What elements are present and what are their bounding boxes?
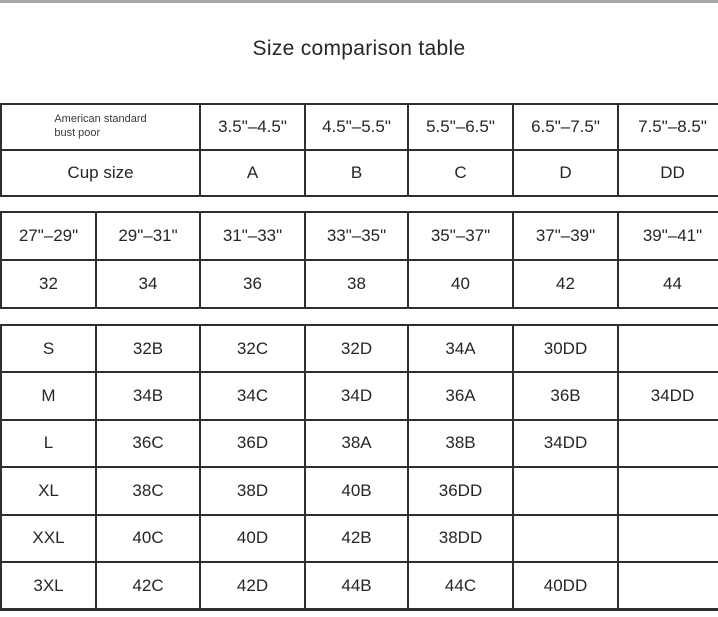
underbust-range-cell: 27"–29" <box>1 212 96 260</box>
underbust-range-cell: 33"–35" <box>305 212 408 260</box>
bust-range-cell: 7.5"–8.5" <box>618 104 718 150</box>
underbust-range-row <box>1 212 718 260</box>
bust-range-cell: 4.5"–5.5" <box>305 104 408 150</box>
bust-header-text <box>54 113 146 141</box>
size-value-cell: 40DD <box>513 562 618 610</box>
size-label-cell: L <box>1 420 96 467</box>
garment-size-table <box>0 324 718 611</box>
top-bar <box>0 0 718 3</box>
size-value-cell <box>513 467 618 514</box>
bust-header-line2: bust poor <box>54 127 101 139</box>
cup-size-cell: A <box>200 150 305 196</box>
size-value-cell: 36C <box>96 420 200 467</box>
size-value-cell <box>618 562 718 610</box>
bust-header-line1: American standard <box>54 113 147 126</box>
band-size-cell: 44 <box>618 260 718 308</box>
size-label-cell: XL <box>1 467 96 514</box>
underbust-range-cell: 31"–33" <box>200 212 305 260</box>
size-value-cell: 38DD <box>408 515 513 562</box>
bust-range-cell: 5.5"–6.5" <box>408 104 513 150</box>
size-value-cell: 42B <box>305 515 408 562</box>
band-size-cell: 40 <box>408 260 513 308</box>
size-value-cell: 34C <box>200 372 305 419</box>
size-value-cell: 34DD <box>513 420 618 467</box>
band-size-row <box>1 260 718 308</box>
bust-header-cell <box>1 104 200 150</box>
size-value-cell: 32B <box>96 325 200 372</box>
band-size-cell: 36 <box>200 260 305 308</box>
underbust-range-cell: 29"–31" <box>96 212 200 260</box>
bust-difference-table <box>0 103 718 197</box>
band-size-cell: 42 <box>513 260 618 308</box>
cup-size-cell: D <box>513 150 618 196</box>
size-value-cell: 30DD <box>513 325 618 372</box>
size-value-cell: 38A <box>305 420 408 467</box>
size-row <box>1 515 718 562</box>
cup-size-row <box>1 150 718 196</box>
underbust-band-table <box>0 211 718 309</box>
size-value-cell: 36DD <box>408 467 513 514</box>
size-row <box>1 562 718 610</box>
size-value-cell: 34DD <box>618 372 718 419</box>
size-label-cell: XXL <box>1 515 96 562</box>
underbust-range-cell: 39"–41" <box>618 212 718 260</box>
cup-size-cell: C <box>408 150 513 196</box>
size-value-cell: 42D <box>200 562 305 610</box>
underbust-range-cell: 37"–39" <box>513 212 618 260</box>
size-row <box>1 467 718 514</box>
bust-range-row <box>1 104 718 150</box>
size-value-cell: 32D <box>305 325 408 372</box>
size-row <box>1 372 718 419</box>
size-value-cell: 34B <box>96 372 200 419</box>
size-value-cell: 34D <box>305 372 408 419</box>
size-value-cell: 38C <box>96 467 200 514</box>
size-value-cell: 36A <box>408 372 513 419</box>
size-value-cell: 44B <box>305 562 408 610</box>
band-size-cell: 38 <box>305 260 408 308</box>
size-value-cell: 40D <box>200 515 305 562</box>
size-value-cell: 38D <box>200 467 305 514</box>
size-value-cell: 36B <box>513 372 618 419</box>
bust-range-cell: 6.5"–7.5" <box>513 104 618 150</box>
size-label-cell: S <box>1 325 96 372</box>
cup-size-cell: B <box>305 150 408 196</box>
size-value-cell: 32C <box>200 325 305 372</box>
size-label-cell: M <box>1 372 96 419</box>
size-value-cell: 42C <box>96 562 200 610</box>
size-label-cell: 3XL <box>1 562 96 610</box>
bust-range-cell: 3.5"–4.5" <box>200 104 305 150</box>
size-value-cell: 36D <box>200 420 305 467</box>
size-value-cell: 38B <box>408 420 513 467</box>
page-title: Size comparison table <box>252 37 466 60</box>
size-value-cell <box>618 325 718 372</box>
cup-size-cell: DD <box>618 150 718 196</box>
size-value-cell: 44C <box>408 562 513 610</box>
size-row <box>1 420 718 467</box>
size-value-cell: 40B <box>305 467 408 514</box>
size-row <box>1 325 718 372</box>
size-value-cell <box>618 515 718 562</box>
size-value-cell <box>513 515 618 562</box>
band-size-cell: 32 <box>1 260 96 308</box>
underbust-range-cell: 35"–37" <box>408 212 513 260</box>
size-value-cell <box>618 467 718 514</box>
size-value-cell <box>618 420 718 467</box>
size-value-cell: 40C <box>96 515 200 562</box>
band-size-cell: 34 <box>96 260 200 308</box>
cup-size-label-cell: Cup size <box>1 150 200 196</box>
size-value-cell: 34A <box>408 325 513 372</box>
